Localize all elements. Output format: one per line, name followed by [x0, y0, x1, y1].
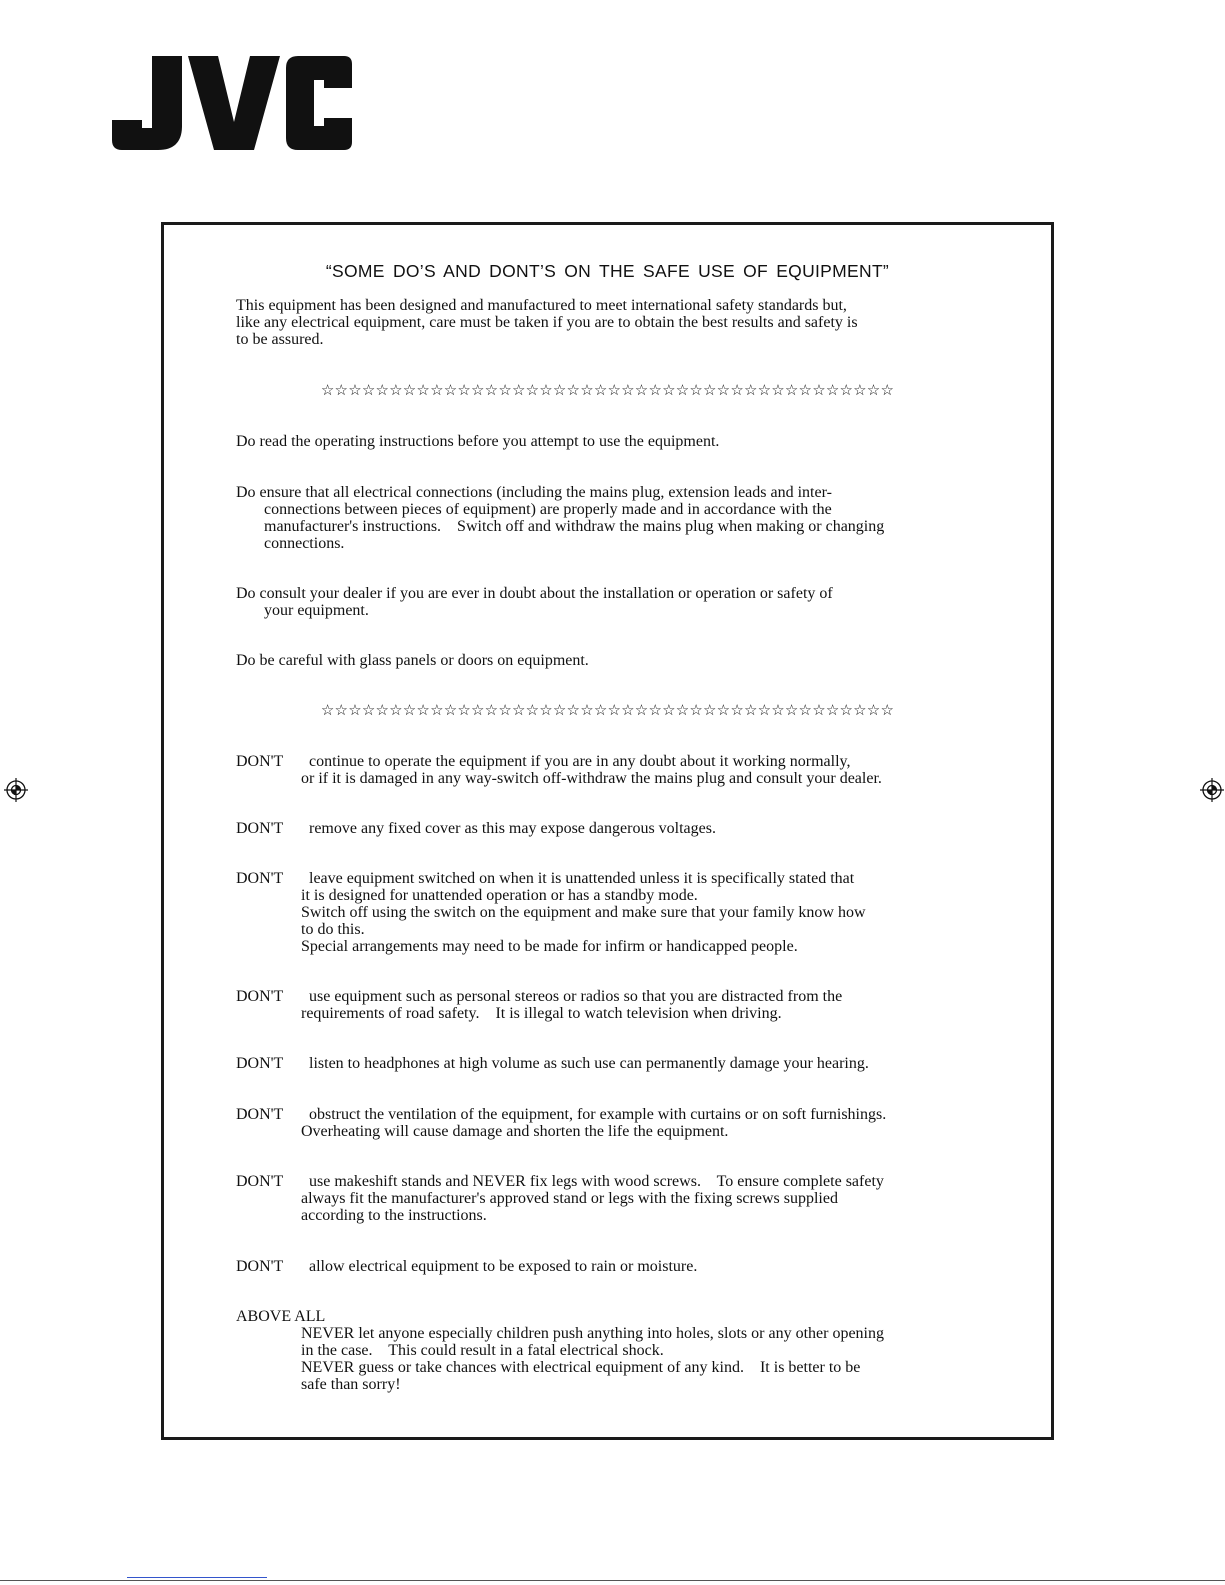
footer-accent-line: [127, 1577, 267, 1578]
notice-title: “SOME DO’S AND DONT’S ON THE SAFE USE OF EQUIPMENT”: [325, 261, 890, 281]
dont-line: or if it is damaged in any way-switch off-withdraw the mains plug and consult your dealer.: [301, 770, 882, 787]
do-item: [236, 433, 1036, 450]
dont-label: DON'T: [236, 1258, 284, 1275]
above-all-section: [236, 1308, 1036, 1393]
above-all-line: safe than sorry!: [301, 1376, 401, 1393]
footer-divider: [0, 1580, 1225, 1581]
dont-item: [236, 1258, 1036, 1275]
dont-text: allow electrical equipment to be exposed to rain or moisture.: [309, 1258, 698, 1275]
dont-text: leave equipment switched on when it is unattended unless it is specifically stated that: [309, 870, 855, 887]
do-line: connections between pieces of equipment) are properly made and in accordance with the: [264, 501, 832, 518]
registration-mark-icon: [1199, 777, 1225, 803]
dont-label: DON'T: [236, 1106, 284, 1123]
do-line: Do consult your dealer if you are ever in doubt about the installation or operation or safety of: [236, 585, 833, 602]
dont-line: requirements of road safety. It is illegal to watch television when driving.: [301, 1005, 782, 1022]
above-all-heading: ABOVE ALL: [236, 1308, 326, 1325]
dont-label: DON'T: [236, 753, 284, 770]
do-line: manufacturer's instructions. Switch off and withdraw the mains plug when making or changing: [264, 518, 885, 535]
do-line: Do read the operating instructions before you attempt to use the equipment.: [236, 433, 720, 450]
dont-label: DON'T: [236, 1173, 284, 1190]
dont-item: [236, 988, 1036, 1022]
dont-item: [236, 1055, 1036, 1072]
dont-item: [236, 1173, 1036, 1224]
dont-line: it is designed for unattended operation or has a standby mode.: [301, 887, 698, 904]
do-line: connections.: [264, 535, 345, 552]
safety-notice-box: [161, 222, 1054, 1440]
intro-line: like any electrical equipment, care must be taken if you are to obtain the best results and safety is: [236, 314, 858, 331]
star-separator: ☆☆☆☆☆☆☆☆☆☆☆☆☆☆☆☆☆☆☆☆☆☆☆☆☆☆☆☆☆☆☆☆☆☆☆☆☆☆☆☆☆☆: [320, 703, 895, 719]
above-all-line: in the case. This could result in a fatal electrical shock.: [301, 1342, 664, 1359]
dont-line: to do this.: [301, 921, 365, 938]
dont-label: DON'T: [236, 820, 284, 837]
do-item: [236, 484, 1036, 552]
above-all-line: NEVER let anyone especially children push anything into holes, slots or any other opening: [301, 1325, 884, 1342]
star-separator: ☆☆☆☆☆☆☆☆☆☆☆☆☆☆☆☆☆☆☆☆☆☆☆☆☆☆☆☆☆☆☆☆☆☆☆☆☆☆☆☆☆☆: [320, 383, 895, 399]
dont-text: listen to headphones at high volume as such use can permanently damage your hearing.: [309, 1055, 869, 1072]
dont-label: DON'T: [236, 988, 284, 1005]
dont-text: remove any fixed cover as this may expose dangerous voltages.: [309, 820, 716, 837]
dont-line: Special arrangements may need to be made for infirm or handicapped people.: [301, 938, 798, 955]
intro-line: to be assured.: [236, 331, 324, 348]
do-item: [236, 585, 1036, 619]
dont-label: DON'T: [236, 870, 284, 887]
dont-text: use makeshift stands and NEVER fix legs with wood screws. To ensure complete safety: [309, 1173, 884, 1190]
dont-item: [236, 1106, 1036, 1140]
jvc-logo: [112, 56, 352, 152]
intro-paragraph: [236, 297, 1036, 348]
registration-mark-icon: [3, 777, 29, 803]
dont-line: Overheating will cause damage and shorten the life the equipment.: [301, 1123, 729, 1140]
dont-line: always fit the manufacturer's approved stand or legs with the fixing screws supplied: [301, 1190, 838, 1207]
dont-item: [236, 820, 1036, 837]
dont-item: [236, 753, 1036, 787]
dont-label: DON'T: [236, 1055, 284, 1072]
dont-line: according to the instructions.: [301, 1207, 487, 1224]
dont-text: obstruct the ventilation of the equipment, for example with curtains or on soft furnishings.: [309, 1106, 887, 1123]
do-item: [236, 652, 1036, 669]
dont-text: use equipment such as personal stereos or radios so that you are distracted from the: [309, 988, 843, 1005]
do-line: Do be careful with glass panels or doors on equipment.: [236, 652, 589, 669]
do-line: your equipment.: [264, 602, 369, 619]
intro-line: This equipment has been designed and manufactured to meet international safety standards but,: [236, 297, 847, 314]
dont-line: Switch off using the switch on the equipment and make sure that your family know how: [301, 904, 866, 921]
dont-text: continue to operate the equipment if you are in any doubt about it working normally,: [309, 753, 851, 770]
do-line: Do ensure that all electrical connections (including the mains plug, extension leads and inter-: [236, 484, 832, 501]
dont-item: [236, 870, 1036, 955]
above-all-line: NEVER guess or take chances with electrical equipment of any kind. It is better to be: [301, 1359, 861, 1376]
